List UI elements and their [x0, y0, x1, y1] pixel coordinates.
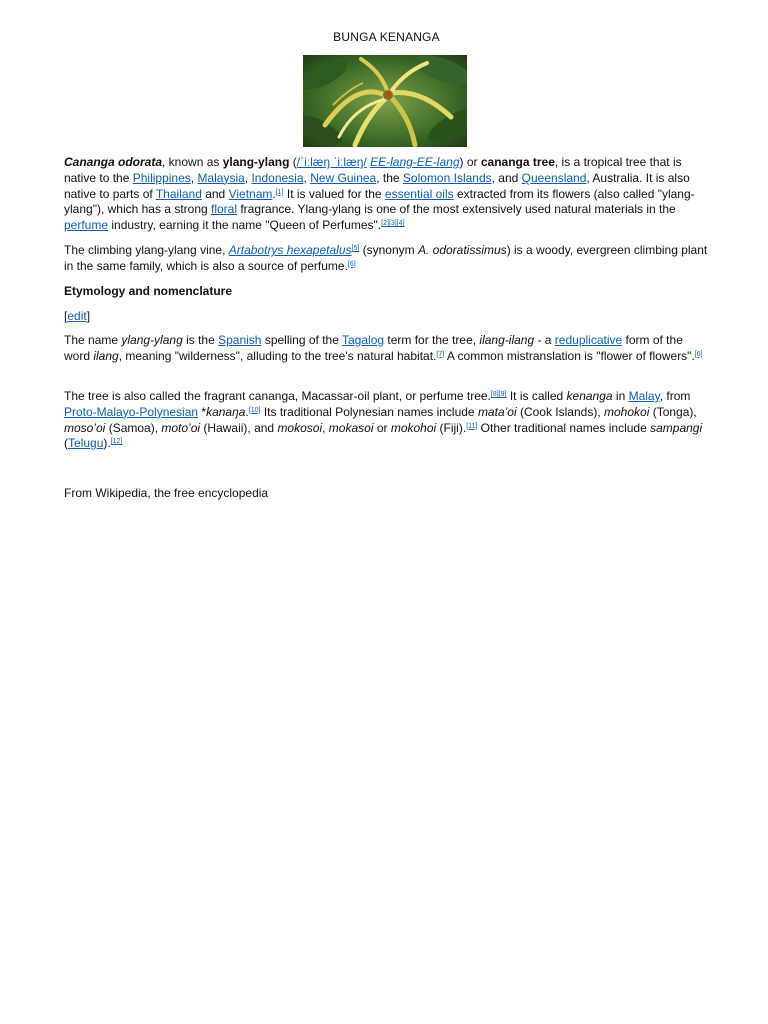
ref-10[interactable]: [10] [248, 406, 261, 414]
ref-3[interactable]: [3] [388, 220, 397, 228]
names-paragraph: The tree is also called the fragrant cananga, Macassar-oil plant, or perfume tree.[8][9] It is called kenanga in Malay, from Proto-Malayo-Polynesian *kanaŋa.[10] Its traditional Polynesian names include mata’oi (Cook Islands), mohokoi (Tonga), moso’oi (Samoa), moto’oi (Hawaii), and mokosoi, mokasoi or mokohoi (Fiji).[11] Other traditional names include sampangi (Telugu).[12] [64, 389, 703, 451]
link-reduplicative[interactable]: reduplicative [554, 333, 623, 347]
link-thailand[interactable]: Thailand [155, 186, 202, 201]
link-essential-oils[interactable]: essential oils [384, 186, 454, 201]
link-malay[interactable]: Malay [628, 389, 660, 403]
link-new-guinea[interactable]: New Guinea [310, 170, 377, 185]
link-spanish[interactable]: Spanish [218, 333, 262, 347]
link-indonesia[interactable]: Indonesia [251, 170, 304, 185]
page-title: BUNGA KENANGA [333, 30, 440, 44]
edit-section: [edit] [64, 309, 91, 323]
link-tagalog[interactable]: Tagalog [342, 333, 385, 347]
alt-name: cananga tree [480, 155, 555, 169]
link-solomon-islands[interactable]: Solomon Islands [402, 170, 492, 185]
ref-8[interactable]: [8] [490, 391, 499, 398]
synonym-name: A. odoratissimus [417, 243, 507, 257]
vine-paragraph: The climbing ylang-ylang vine, Artabotrys hexapetalus[5] (synonym A. odoratissimus) is a woody, evergreen climbing plant in the same family, which is also a source of perfume.[6] [64, 243, 708, 273]
link-perfume[interactable]: perfume [64, 218, 109, 233]
link-queensland[interactable]: Queensland [521, 170, 587, 185]
link-telugu[interactable]: Telugu [68, 436, 104, 451]
ref-6[interactable]: [6] [347, 260, 356, 268]
link-artabotrys[interactable]: Artabotrys hexapetalus [228, 243, 352, 257]
ref-7[interactable]: [7] [436, 350, 445, 358]
scientific-name: Cananga odorata [64, 155, 163, 169]
link-floral[interactable]: floral [211, 202, 238, 217]
ref-2[interactable]: [2] [381, 220, 389, 228]
source-attribution: From Wikipedia, the free encyclopedia [64, 486, 269, 500]
ref-9[interactable]: [9] [498, 391, 507, 398]
link-proto-malayo-polynesian[interactable]: Proto-Malayo-Polynesian [64, 404, 199, 419]
ylang-ylang-flower-image [303, 55, 467, 147]
edit-link[interactable]: edit [67, 309, 87, 323]
ref-5[interactable]: [5] [351, 245, 360, 252]
respelling-link[interactable]: EE-lang-EE-lang [370, 155, 460, 169]
ref-1[interactable]: [1] [275, 188, 284, 196]
ref-6b[interactable]: [6] [694, 350, 703, 358]
intro-paragraph: Cananga odorata, known as ylang-ylang (/ˈiːlæŋ ˈiːlæŋ/ EE-lang-EE-lang) or cananga tree, is a tropical tree that is native to the Philippines, Malaysia, Indonesia, New Guinea, the Solomon Islands, and Queensland, Australia. It is also native to parts of Thailand and Vietnam.[1] It is valued for the essential oils extracted from its flowers (also called "ylang-ylang"), which has a strong floral fragrance. Ylang-ylang is one of the most extensively used natural materials in the perfume industry, earning it the name "Queen of Perfumes".[2][3][4] [64, 155, 695, 233]
link-malaysia[interactable]: Malaysia [197, 170, 245, 185]
etymology-paragraph: The name ylang-ylang is the Spanish spelling of the Tagalog term for the tree, ilang-ilang - a reduplicative form of the word ilang, meaning "wilderness", alluding to the tree's natural habitat.[7] A common mistranslation is "flower of flowers".[6] [64, 333, 703, 363]
ipa-link[interactable]: /ˈiːlæŋ ˈiːlæŋ/ [296, 155, 367, 169]
link-vietnam[interactable]: Vietnam [228, 186, 273, 201]
common-name: ylang-ylang [222, 155, 290, 169]
ref-4[interactable]: [4] [396, 220, 405, 228]
section-heading-etymology: Etymology and nomenclature [64, 284, 233, 298]
ref-11[interactable]: [11] [466, 422, 478, 430]
ref-12[interactable]: [12] [110, 438, 123, 446]
link-philippines[interactable]: Philippines [132, 170, 191, 185]
